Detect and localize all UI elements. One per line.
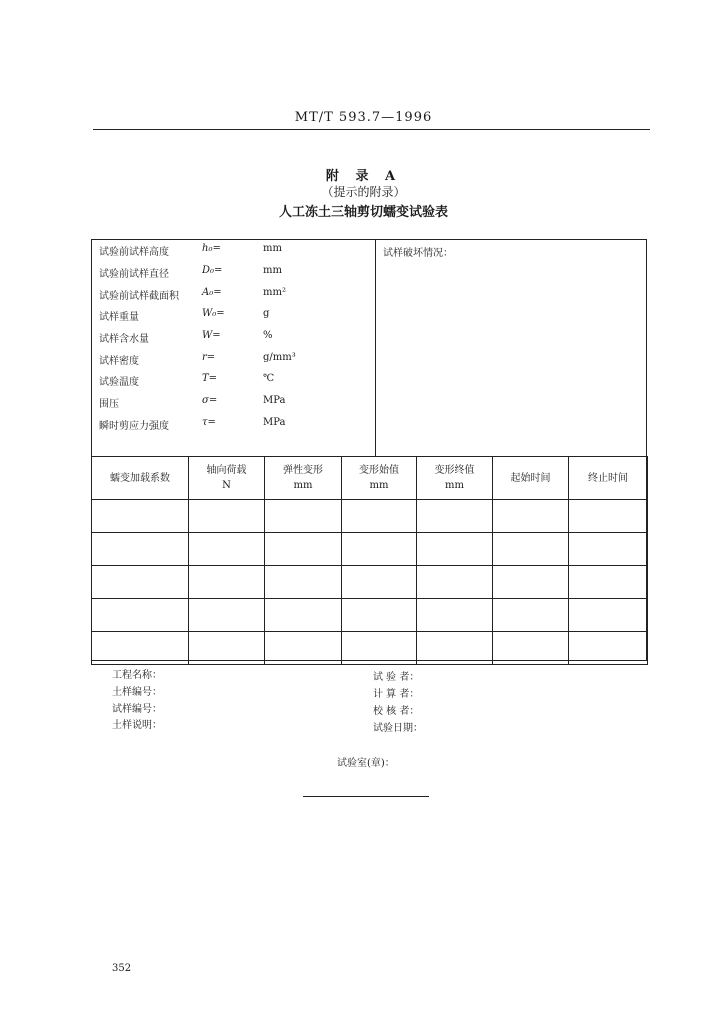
- param-symbol: T=: [202, 373, 218, 384]
- table-row: [92, 500, 648, 533]
- standard-code: MT/T 593.7—1996: [294, 110, 433, 125]
- table-cell[interactable]: [493, 533, 569, 566]
- table-cell[interactable]: [92, 566, 189, 599]
- failure-condition-label: 试样破坏情况：: [383, 248, 453, 259]
- table-cell[interactable]: [342, 500, 417, 533]
- footer-field-soil-no: 土样编号：: [112, 687, 162, 698]
- table-cell[interactable]: [92, 533, 189, 566]
- param-unit: mm: [263, 265, 282, 276]
- column-header: 变形始值 mm: [342, 457, 417, 500]
- column-header: 终止时间: [569, 457, 648, 500]
- table-cell[interactable]: [493, 500, 569, 533]
- param-label: 试样密度: [99, 356, 139, 367]
- table-cell[interactable]: [417, 533, 493, 566]
- param-symbol: W=: [202, 330, 221, 341]
- param-symbol: W₀=: [202, 308, 225, 319]
- param-unit: MPa: [263, 395, 286, 406]
- footer-field-soil-desc: 土样说明：: [112, 720, 162, 731]
- footer-field-checker: 校 核 者：: [373, 706, 420, 717]
- seal-signature-line: [303, 796, 429, 797]
- param-label: 试样重量: [99, 312, 139, 323]
- param-unit: MPa: [263, 417, 286, 428]
- table-cell[interactable]: [189, 500, 265, 533]
- table-cell[interactable]: [569, 566, 648, 599]
- table-cell[interactable]: [189, 566, 265, 599]
- appendix-title: 附 录 A: [325, 169, 402, 184]
- page-number: 352: [112, 963, 132, 974]
- column-header: 弹性变形 mm: [265, 457, 342, 500]
- param-label: 瞬时剪应力强度: [99, 421, 169, 432]
- table-cell[interactable]: [265, 599, 342, 632]
- table-cell[interactable]: [417, 632, 493, 665]
- table-cell[interactable]: [265, 500, 342, 533]
- footer-field-sample-no: 试样编号：: [112, 704, 162, 715]
- column-header: 轴向荷载 N: [189, 457, 265, 500]
- param-label: 试验温度: [99, 377, 139, 388]
- table-cell[interactable]: [342, 599, 417, 632]
- table-cell[interactable]: [569, 533, 648, 566]
- form-title: 人工冻土三轴剪切蠕变试验表: [278, 205, 448, 220]
- param-unit: %: [263, 330, 273, 341]
- param-symbol: σ=: [202, 395, 218, 406]
- param-unit: mm: [263, 243, 282, 254]
- table-cell[interactable]: [569, 500, 648, 533]
- table-cell[interactable]: [265, 632, 342, 665]
- table-cell[interactable]: [189, 599, 265, 632]
- table-cell[interactable]: [493, 566, 569, 599]
- table-cell[interactable]: [92, 632, 189, 665]
- lab-seal-label: 试验室(章)：: [337, 758, 395, 769]
- table-row: [92, 632, 648, 665]
- footer-field-tester: 试 验 者：: [373, 672, 420, 683]
- table-cell[interactable]: [569, 632, 648, 665]
- table-cell[interactable]: [342, 533, 417, 566]
- param-label: 围压: [99, 399, 119, 410]
- table-cell[interactable]: [342, 632, 417, 665]
- table-cell[interactable]: [92, 599, 189, 632]
- header-rule: [93, 129, 650, 130]
- param-unit: g: [263, 308, 270, 319]
- table-cell[interactable]: [189, 533, 265, 566]
- param-symbol: h₀=: [202, 243, 221, 254]
- footer-field-project: 工程名称：: [112, 670, 162, 681]
- table-cell[interactable]: [265, 566, 342, 599]
- table-cell[interactable]: [92, 500, 189, 533]
- param-symbol: r=: [202, 352, 216, 363]
- creep-data-table: [91, 456, 648, 665]
- table-cell[interactable]: [417, 500, 493, 533]
- param-unit: mm²: [263, 287, 286, 298]
- table-header-row: [92, 457, 648, 500]
- column-header: 变形终值 mm: [417, 457, 493, 500]
- param-symbol: τ=: [202, 417, 216, 428]
- table-cell[interactable]: [189, 632, 265, 665]
- footer-field-test-date: 试验日期：: [373, 723, 423, 734]
- footer-field-calculator: 计 算 者：: [373, 689, 420, 700]
- param-symbol: A₀=: [202, 287, 222, 298]
- table-row: [92, 566, 648, 599]
- column-header: 起始时间: [493, 457, 569, 500]
- param-label: 试验前试样截面积: [99, 291, 179, 302]
- table-cell[interactable]: [569, 599, 648, 632]
- table-cell[interactable]: [417, 599, 493, 632]
- param-unit: ℃: [263, 373, 275, 384]
- appendix-subtitle: （提示的附录）: [321, 185, 406, 199]
- table-row: [92, 599, 648, 632]
- param-label: 试验前试样直径: [99, 269, 169, 280]
- table-cell[interactable]: [265, 533, 342, 566]
- param-symbol: D₀=: [202, 265, 223, 276]
- table-cell[interactable]: [417, 566, 493, 599]
- table-row: [92, 533, 648, 566]
- column-header: 蠕变加载系数: [92, 457, 189, 500]
- param-label: 试样含水量: [99, 334, 149, 345]
- table-cell[interactable]: [493, 599, 569, 632]
- section-divider: [375, 239, 376, 456]
- table-cell[interactable]: [342, 566, 417, 599]
- table-cell[interactable]: [493, 632, 569, 665]
- param-label: 试验前试样高度: [99, 247, 169, 258]
- param-unit: g/mm³: [263, 352, 296, 363]
